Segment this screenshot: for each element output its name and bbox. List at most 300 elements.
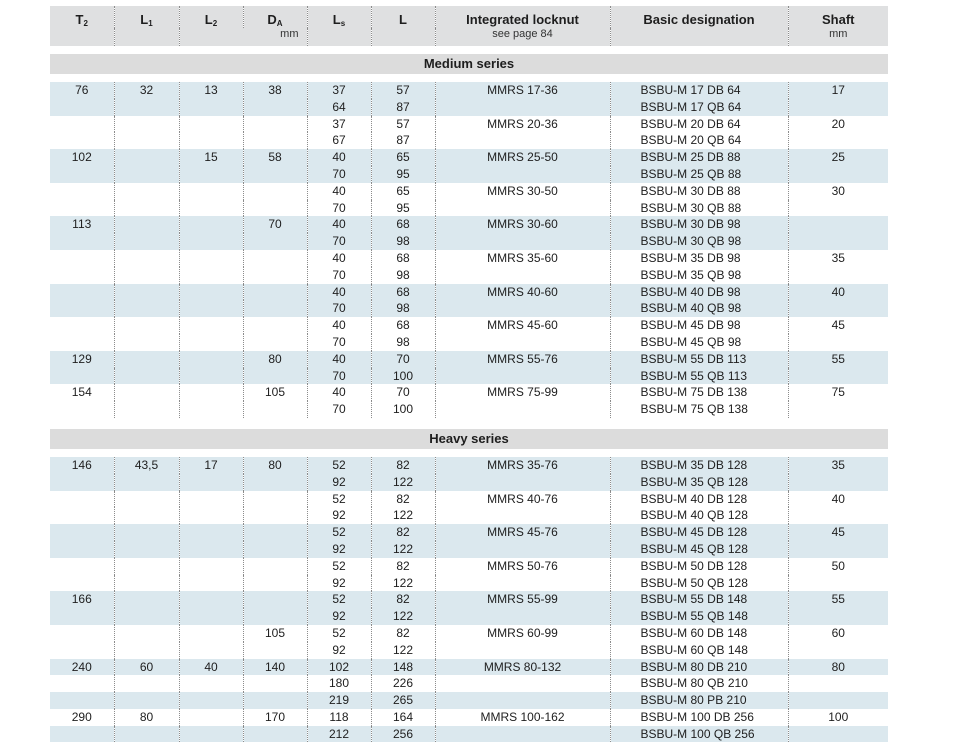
table-cell: MMRS 50-76	[435, 558, 610, 575]
table-cell	[179, 368, 243, 385]
table-cell: 118	[307, 709, 371, 726]
table-cell: BSBU-M 50 QB 128	[610, 575, 788, 592]
table-cell	[114, 491, 179, 508]
table-cell	[114, 384, 179, 401]
table-row	[50, 82, 888, 99]
table-cell	[179, 334, 243, 351]
table-cell	[114, 183, 179, 200]
table-cell	[179, 166, 243, 183]
table-cell: MMRS 80-132	[435, 659, 610, 676]
table-cell	[243, 317, 307, 334]
table-cell	[50, 200, 114, 217]
table-cell: 113	[50, 216, 114, 233]
table-cell	[788, 200, 888, 217]
table-cell	[50, 401, 114, 418]
table-cell	[435, 608, 610, 625]
table-cell: 92	[307, 575, 371, 592]
table-cell: 148	[371, 659, 435, 676]
table-cell: 68	[371, 317, 435, 334]
table-row	[50, 250, 888, 267]
table-cell: 240	[50, 659, 114, 676]
table-cell: 40	[307, 384, 371, 401]
table-row	[50, 625, 888, 642]
table-cell: 154	[71, 385, 92, 400]
table-cell: BSBU-M 25 DB 88	[610, 149, 788, 166]
table-cell	[788, 575, 888, 592]
table-cell: 40	[307, 250, 371, 267]
section-title: Medium series	[50, 54, 888, 74]
table-cell: 98	[371, 233, 435, 250]
table-cell: 219	[307, 692, 371, 709]
table-cell	[788, 507, 888, 524]
table-cell	[179, 183, 243, 200]
table-cell	[114, 625, 179, 642]
table-cell: 45	[788, 317, 888, 334]
table-cell: 80	[114, 709, 179, 726]
table-cell: MMRS 45-60	[435, 317, 610, 334]
table-cell	[179, 558, 243, 575]
bearing-unit-table	[50, 6, 888, 742]
table-cell	[788, 675, 888, 692]
col-header-ls: $L_s$	[307, 6, 371, 28]
table-cell	[435, 300, 610, 317]
table-cell: 55	[788, 351, 888, 368]
table-cell: 70	[307, 267, 371, 284]
table-cell	[179, 625, 243, 642]
table-cell	[243, 284, 307, 301]
table-row	[50, 384, 888, 401]
table-cell	[114, 726, 179, 742]
table-cell	[114, 608, 179, 625]
table-cell	[114, 474, 179, 491]
table-cell: BSBU-M 55 DB 148	[610, 591, 788, 608]
table-cell: BSBU-M 30 QB 88	[610, 200, 788, 217]
table-cell: 65	[371, 149, 435, 166]
table-cell: 58	[243, 149, 307, 166]
table-cell: 140	[243, 659, 307, 676]
table-cell: 40	[788, 491, 888, 508]
table-cell	[243, 507, 307, 524]
table-cell	[114, 300, 179, 317]
table-cell: 122	[371, 608, 435, 625]
table-cell	[243, 642, 307, 659]
table-cell: 82	[371, 524, 435, 541]
table-cell: 57	[371, 82, 435, 99]
table-cell: 52	[307, 591, 371, 608]
table-cell: 122	[371, 541, 435, 558]
table-body	[50, 46, 888, 742]
table-cell	[114, 524, 179, 541]
table-cell	[243, 608, 307, 625]
table-cell: MMRS 17-36	[435, 82, 610, 99]
table-row	[50, 507, 888, 524]
table-cell	[179, 575, 243, 592]
table-cell	[179, 541, 243, 558]
table-row	[50, 317, 888, 334]
table-cell: 256	[371, 726, 435, 742]
table-cell	[179, 132, 243, 149]
table-cell	[114, 116, 179, 133]
table-cell: 170	[243, 709, 307, 726]
table-cell	[243, 300, 307, 317]
table-row	[50, 267, 888, 284]
table-cell: 40	[307, 149, 371, 166]
table-cell	[788, 401, 888, 418]
table-cell	[243, 183, 307, 200]
table-cell	[114, 200, 179, 217]
table-cell	[179, 99, 243, 116]
table-cell: 52	[307, 457, 371, 474]
table-row	[50, 591, 888, 608]
col-header-designation: Basic designation	[610, 6, 788, 28]
table-row	[50, 709, 888, 726]
table-cell: MMRS 55-76	[435, 351, 610, 368]
table-cell: 68	[371, 284, 435, 301]
table-cell: 180	[307, 675, 371, 692]
table-cell: 52	[307, 524, 371, 541]
table-cell: BSBU-M 17 QB 64	[610, 99, 788, 116]
table-cell: 100	[371, 368, 435, 385]
table-cell: 100	[371, 401, 435, 418]
spacer-row	[50, 46, 888, 54]
table-cell: BSBU-M 30 DB 88	[610, 183, 788, 200]
table-cell	[50, 692, 114, 709]
table-cell	[243, 575, 307, 592]
table-cell: MMRS 35-76	[435, 457, 610, 474]
table-cell: MMRS 55-99	[435, 591, 610, 608]
table-cell	[435, 474, 610, 491]
table-cell	[243, 334, 307, 351]
table-cell	[179, 524, 243, 541]
table-cell: 64	[307, 99, 371, 116]
table-cell: BSBU-M 60 DB 148	[610, 625, 788, 642]
table-cell	[114, 401, 179, 418]
spacer-row	[50, 449, 888, 457]
table-cell: BSBU-M 100 QB 256	[610, 726, 788, 742]
table-cell: 100	[788, 709, 888, 726]
table-cell	[179, 116, 243, 133]
table-cell	[114, 507, 179, 524]
table-cell	[179, 675, 243, 692]
table-cell	[243, 558, 307, 575]
table-cell: 122	[371, 474, 435, 491]
col-header-shaft: Shaft	[788, 6, 888, 28]
table-cell	[243, 233, 307, 250]
table-cell	[50, 132, 114, 149]
table-cell: BSBU-M 45 DB 128	[610, 524, 788, 541]
table-cell	[435, 334, 610, 351]
table-cell: 92	[307, 474, 371, 491]
table-row	[50, 524, 888, 541]
table-cell: BSBU-M 80 QB 210	[610, 675, 788, 692]
table-cell	[243, 474, 307, 491]
table-cell	[50, 183, 114, 200]
table-cell	[114, 541, 179, 558]
table-cell: 226	[371, 675, 435, 692]
table-cell: 82	[371, 625, 435, 642]
table-cell	[788, 99, 888, 116]
table-cell	[50, 233, 114, 250]
table-row	[50, 541, 888, 558]
table-cell	[50, 726, 114, 742]
table-cell: 92	[307, 541, 371, 558]
table-cell: 82	[371, 491, 435, 508]
table-row	[50, 132, 888, 149]
table-cell	[788, 474, 888, 491]
table-cell	[435, 233, 610, 250]
col-header-t2: $T_2$	[50, 6, 114, 28]
table-cell: 67	[307, 132, 371, 149]
table-cell	[114, 317, 179, 334]
table-cell: BSBU-M 40 DB 128	[610, 491, 788, 508]
table-cell: BSBU-M 60 QB 148	[610, 642, 788, 659]
section-heading-row	[50, 429, 888, 449]
table-cell: MMRS 75-99	[435, 384, 610, 401]
table-cell	[114, 591, 179, 608]
table-cell	[179, 401, 243, 418]
table-row	[50, 99, 888, 116]
table-cell: 122	[371, 642, 435, 659]
table-cell	[435, 99, 610, 116]
table-cell	[179, 317, 243, 334]
table-cell	[179, 267, 243, 284]
table-cell: 98	[371, 300, 435, 317]
table-cell: 105	[243, 625, 307, 642]
table-cell	[179, 642, 243, 659]
table-cell	[243, 99, 307, 116]
table-cell	[179, 709, 243, 726]
table-cell: 20	[788, 116, 888, 133]
table-cell: BSBU-M 45 DB 98	[610, 317, 788, 334]
table-cell	[243, 491, 307, 508]
table-cell: 70	[371, 384, 435, 401]
table-cell	[788, 334, 888, 351]
table-cell: 122	[371, 507, 435, 524]
section-heading-row	[50, 54, 888, 74]
table-cell: 70	[307, 401, 371, 418]
table-cell: 60	[114, 659, 179, 676]
table-cell	[243, 368, 307, 385]
table-cell: 70	[307, 368, 371, 385]
table-cell	[114, 351, 179, 368]
table-cell	[114, 368, 179, 385]
table-cell: 70	[307, 334, 371, 351]
table-cell: 70	[307, 166, 371, 183]
table-cell	[179, 233, 243, 250]
table-cell: 17	[179, 457, 243, 474]
table-cell: 265	[371, 692, 435, 709]
table-cell	[114, 99, 179, 116]
spacer-row	[50, 74, 888, 82]
table-cell	[243, 675, 307, 692]
table-cell	[788, 608, 888, 625]
spacer-row	[50, 418, 888, 429]
table-cell: 92	[307, 608, 371, 625]
table-cell: 40	[307, 317, 371, 334]
table-cell	[788, 300, 888, 317]
table-cell: MMRS 60-99	[435, 625, 610, 642]
table-cell: 50	[788, 558, 888, 575]
table-cell	[179, 608, 243, 625]
table-cell: 40	[307, 216, 371, 233]
table-cell: BSBU-M 30 DB 98	[610, 216, 788, 233]
table-cell	[435, 401, 610, 418]
col-header-locknut: Integrated locknut	[435, 6, 610, 28]
table-cell: 102	[50, 149, 114, 166]
table-cell	[114, 692, 179, 709]
table-cell: 129	[50, 351, 114, 368]
table-cell	[114, 334, 179, 351]
table-cell: BSBU-M 80 DB 210	[610, 659, 788, 676]
table-cell: 52	[307, 558, 371, 575]
table-cell: 95	[371, 200, 435, 217]
table-cell: 32	[114, 82, 179, 99]
table-cell	[50, 642, 114, 659]
table-cell: 55	[788, 591, 888, 608]
table-row	[50, 575, 888, 592]
table-cell	[243, 132, 307, 149]
table-cell	[114, 642, 179, 659]
table-cell: BSBU-M 55 DB 113	[610, 351, 788, 368]
table-cell: MMRS 30-50	[435, 183, 610, 200]
unit-mm-shaft: mm	[788, 28, 888, 46]
table-cell	[243, 692, 307, 709]
table-cell	[50, 507, 114, 524]
table-cell	[50, 267, 114, 284]
table-cell: 57	[371, 116, 435, 133]
table-cell	[114, 233, 179, 250]
table-row	[50, 692, 888, 709]
col-header-l2: $L_2$	[179, 6, 243, 28]
table-cell: 122	[371, 575, 435, 592]
table-cell: 68	[371, 216, 435, 233]
table-cell	[179, 591, 243, 608]
table-cell: 82	[371, 591, 435, 608]
table-cell: BSBU-M 25 QB 88	[610, 166, 788, 183]
table-cell: 70	[243, 216, 307, 233]
table-cell	[435, 267, 610, 284]
table-cell: MMRS 35-60	[435, 250, 610, 267]
table-cell: BSBU-M 17 DB 64	[610, 82, 788, 99]
table-cell: 70	[307, 300, 371, 317]
table-cell	[788, 368, 888, 385]
table-cell: MMRS 45-76	[435, 524, 610, 541]
table-cell: BSBU-M 30 QB 98	[610, 233, 788, 250]
table-cell: MMRS 40-76	[435, 491, 610, 508]
table-row	[50, 149, 888, 166]
table-cell: 87	[371, 132, 435, 149]
table-cell	[114, 132, 179, 149]
table-cell: MMRS 20-36	[435, 116, 610, 133]
table-row	[50, 726, 888, 742]
table-cell	[788, 132, 888, 149]
table-cell: 60	[788, 625, 888, 642]
table-cell	[435, 675, 610, 692]
table-cell: BSBU-M 55 QB 148	[610, 608, 788, 625]
table-cell: BSBU-M 75 DB 138	[610, 384, 788, 401]
table-cell: 92	[307, 642, 371, 659]
table-row	[50, 491, 888, 508]
table-row	[50, 200, 888, 217]
table-cell: 92	[307, 507, 371, 524]
table-cell: 43,5	[114, 457, 179, 474]
table-cell	[435, 692, 610, 709]
table-cell	[114, 558, 179, 575]
table-cell	[243, 116, 307, 133]
table-cell: BSBU-M 35 QB 128	[610, 474, 788, 491]
col-header-l: L	[371, 6, 435, 28]
table-cell: 80	[788, 659, 888, 676]
table-cell: 146	[50, 457, 114, 474]
table-cell	[114, 675, 179, 692]
table-cell: MMRS 25-50	[435, 149, 610, 166]
table-cell	[179, 474, 243, 491]
table-cell	[50, 575, 114, 592]
table-cell	[179, 491, 243, 508]
table-cell	[50, 541, 114, 558]
table-row	[50, 558, 888, 575]
table-cell	[788, 166, 888, 183]
table-cell: BSBU-M 40 QB 98	[610, 300, 788, 317]
table-cell	[179, 284, 243, 301]
table-cell	[435, 726, 610, 742]
table-cell	[50, 116, 114, 133]
table-cell	[243, 726, 307, 742]
table-cell: BSBU-M 45 QB 128	[610, 541, 788, 558]
table-cell: 40	[788, 284, 888, 301]
table-cell: 52	[307, 625, 371, 642]
table-cell: 52	[307, 491, 371, 508]
table-cell: MMRS 30-60	[435, 216, 610, 233]
table-cell	[50, 99, 114, 116]
table-cell: BSBU-M 35 QB 98	[610, 267, 788, 284]
table-header	[50, 6, 888, 46]
table-cell: 102	[307, 659, 371, 676]
table-cell	[243, 250, 307, 267]
table-cell	[114, 284, 179, 301]
table-cell	[788, 726, 888, 742]
table-cell: BSBU-M 80 PB 210	[610, 692, 788, 709]
table-cell	[435, 200, 610, 217]
table-cell	[788, 642, 888, 659]
table-cell: BSBU-M 20 QB 64	[610, 132, 788, 149]
table-cell	[50, 491, 114, 508]
table-cell	[435, 507, 610, 524]
table-cell: 166	[50, 591, 114, 608]
table-cell	[243, 267, 307, 284]
table-cell	[114, 575, 179, 592]
table-cell	[435, 132, 610, 149]
table-cell	[179, 250, 243, 267]
table-row	[50, 608, 888, 625]
table-cell: 82	[371, 457, 435, 474]
table-cell	[788, 541, 888, 558]
table-cell: 68	[371, 250, 435, 267]
table-cell: 40	[307, 284, 371, 301]
table-cell	[179, 692, 243, 709]
table-cell: 40	[179, 659, 243, 676]
table-cell: MMRS 100-162	[435, 709, 610, 726]
table-row	[50, 368, 888, 385]
table-cell: 70	[371, 351, 435, 368]
table-cell	[243, 541, 307, 558]
table-cell	[179, 200, 243, 217]
table-cell: 37	[307, 116, 371, 133]
table-row	[50, 351, 888, 368]
table-cell: 82	[371, 558, 435, 575]
table-cell: 98	[371, 334, 435, 351]
table-cell: 65	[371, 183, 435, 200]
